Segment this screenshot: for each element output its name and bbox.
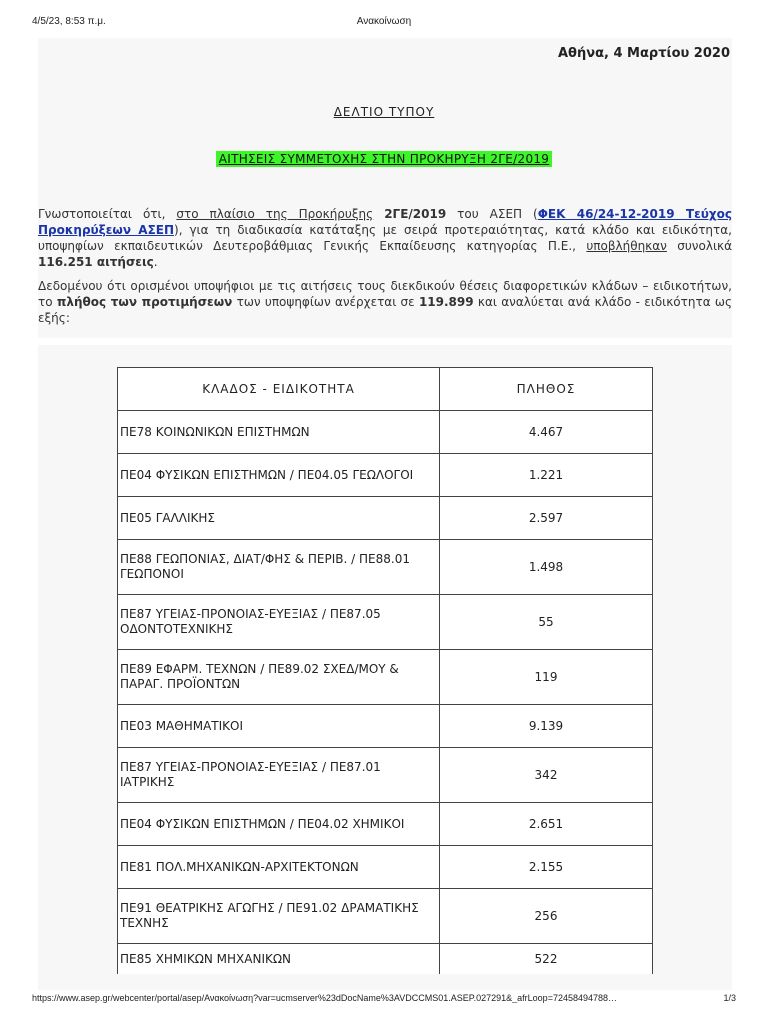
page-number: 1/3: [723, 993, 736, 1003]
table-row: [118, 748, 653, 803]
table-row: [118, 846, 653, 889]
table-row: [118, 889, 653, 944]
specialty-cell: ΠΕ88 ΓΕΩΠΟΝΙΑΣ, ΔΙΑΤ/ΦΗΣ & ΠΕΡΙΒ. / ΠΕ88.01 ΓΕΩΠΟΝΟΙ: [118, 540, 440, 595]
specialty-cell: ΠΕ89 ΕΦΑΡΜ. ΤΕΧΝΩΝ / ΠΕ89.02 ΣΧΕΔ/ΜΟΥ & ΠΑΡΑΓ. ΠΡΟΪΟΝΤΩΝ: [118, 650, 440, 705]
print-footer: [32, 993, 736, 1007]
fek-link[interactable]: ΦΕΚ 46/24-12-2019 Τεύχος Προκηρύξεων ΑΣΕΠ: [38, 207, 732, 237]
specialty-cell: ΠΕ91 ΘΕΑΤΡΙΚΗΣ ΑΓΩΓΗΣ / ΠΕ91.02 ΔΡΑΜΑΤΙΚΗΣ ΤΕΧΝΗΣ: [118, 889, 440, 944]
print-date: 4/5/23, 8:53 π.μ.: [32, 16, 106, 27]
para1-text-5: του ΑΣΕΠ (: [446, 207, 538, 221]
dateline: Αθήνα, 4 Μαρτίου 2020: [557, 46, 730, 61]
table-row: [118, 944, 653, 975]
count-cell: 9.139: [440, 705, 653, 748]
specialties-table: [117, 367, 653, 974]
table-row: [118, 803, 653, 846]
press-release-title: ΔΕΛΤΙΟ ΤΥΠΟΥ: [333, 105, 435, 119]
table-row: [118, 497, 653, 540]
print-page-title: Ανακοίνωση: [356, 16, 412, 27]
paragraph-preferences: [38, 278, 732, 326]
count-cell: 2.651: [440, 803, 653, 846]
headline: ΑΙΤΗΣΕΙΣ ΣΥΜΜΕΤΟΧΗΣ ΣΤΗΝ ΠΡΟΚΗΡΥΞΗ 2ΓΕ/2019: [216, 151, 553, 167]
para1-total-applications: 116.251 αιτήσεις: [38, 255, 154, 269]
specialty-cell: ΠΕ87 ΥΓΕΙΑΣ-ΠΡΟΝΟΙΑΣ-ΕΥΕΞΙΑΣ / ΠΕ87.05 ΟΔΟΝΤΟΤΕΧΝΙΚΗΣ: [118, 595, 440, 650]
table-row: [118, 705, 653, 748]
para1-text-3: [373, 207, 384, 221]
para2-text-5: και αναλύεται ανά κλάδο - ειδικότητα ως εξής:: [38, 295, 732, 325]
column-header-count: ΠΛΗΘΟΣ: [440, 368, 653, 411]
para1-text-9: συνολικά: [666, 239, 732, 253]
table-row: [118, 650, 653, 705]
specialty-cell: ΠΕ81 ΠΟΛ.ΜΗΧΑΝΙΚΩΝ-ΑΡΧΙΤΕΚΤΟΝΩΝ: [118, 846, 440, 889]
print-header: [32, 16, 736, 30]
column-header-specialty: ΚΛΑΔΟΣ - ΕΙΔΙΚΟΤΗΤΑ: [118, 368, 440, 411]
specialty-cell: ΠΕ85 ΧΗΜΙΚΩΝ ΜΗΧΑΝΙΚΩΝ: [118, 944, 440, 975]
specialty-cell: ΠΕ04 ΦΥΣΙΚΩΝ ΕΠΙΣΤΗΜΩΝ / ΠΕ04.05 ΓΕΩΛΟΓΟΙ: [118, 454, 440, 497]
specialty-cell: ΠΕ03 ΜΑΘΗΜΑΤΙΚΟΙ: [118, 705, 440, 748]
count-cell: 55: [440, 595, 653, 650]
para1-text-8: υποβλήθηκαν: [586, 239, 667, 253]
specialty-cell: ΠΕ04 ΦΥΣΙΚΩΝ ΕΠΙΣΤΗΜΩΝ / ΠΕ04.02 ΧΗΜΙΚΟΙ: [118, 803, 440, 846]
para1-text-2: στο πλαίσιο της Προκήρυξης: [176, 207, 374, 221]
para1-text-1: Γνωστοποιείται ότι,: [38, 207, 177, 221]
count-cell: 4.467: [440, 411, 653, 454]
table-row: [118, 411, 653, 454]
para1-text-11: .: [153, 255, 158, 269]
para1-text-7: ), για τη διαδικασία κατάταξης με σειρά προτεραιότητας, κατά κλάδο και ειδικότητα, υποψηφίων εκπαιδευτικών Δευτεροβάθμιας Γενικής Εκπαίδευσης κατηγορίας Π.Ε.,: [38, 223, 732, 253]
count-cell: 2.597: [440, 497, 653, 540]
specialty-cell: ΠΕ87 ΥΓΕΙΑΣ-ΠΡΟΝΟΙΑΣ-ΕΥΕΞΙΑΣ / ΠΕ87.01 ΙΑΤΡΙΚΗΣ: [118, 748, 440, 803]
count-cell: 1.498: [440, 540, 653, 595]
count-cell: 119: [440, 650, 653, 705]
para1-call-code: 2ΓΕ/2019: [384, 207, 447, 221]
table-header-row: [118, 368, 653, 411]
table-row: [118, 454, 653, 497]
specialty-cell: ΠΕ05 ΓΑΛΛΙΚΗΣ: [118, 497, 440, 540]
paragraph-intro: [38, 206, 732, 270]
specialty-cell: ΠΕ78 ΚΟΙΝΩΝΙΚΩΝ ΕΠΙΣΤΗΜΩΝ: [118, 411, 440, 454]
page-url[interactable]: https://www.asep.gr/webcenter/portal/asep/Ανακοίνωση?var=ucmserver%23dDocName%3AVDCCMS01.ASEP.027291&_afrLoop=72458494788…: [32, 993, 618, 1003]
para2-text-3: των υποψηφίων ανέρχεται σε: [232, 295, 419, 309]
para2-text-1: Δεδομένου ότι ορισμένοι υποψήφιοι με τις αιτήσεις τους διεκδικούν θέσεις διαφορετικών κλάδων – ειδικοτήτων, το: [38, 279, 732, 309]
table-row: [118, 595, 653, 650]
table-row: [118, 540, 653, 595]
headline-wrapper: [0, 148, 768, 167]
para2-total-preferences: 119.899: [418, 295, 474, 309]
count-cell: 2.155: [440, 846, 653, 889]
count-cell: 342: [440, 748, 653, 803]
count-cell: 256: [440, 889, 653, 944]
count-cell: 1.221: [440, 454, 653, 497]
para2-text-2: πλήθος των προτιμήσεων: [56, 295, 233, 309]
count-cell: 522: [440, 944, 653, 975]
